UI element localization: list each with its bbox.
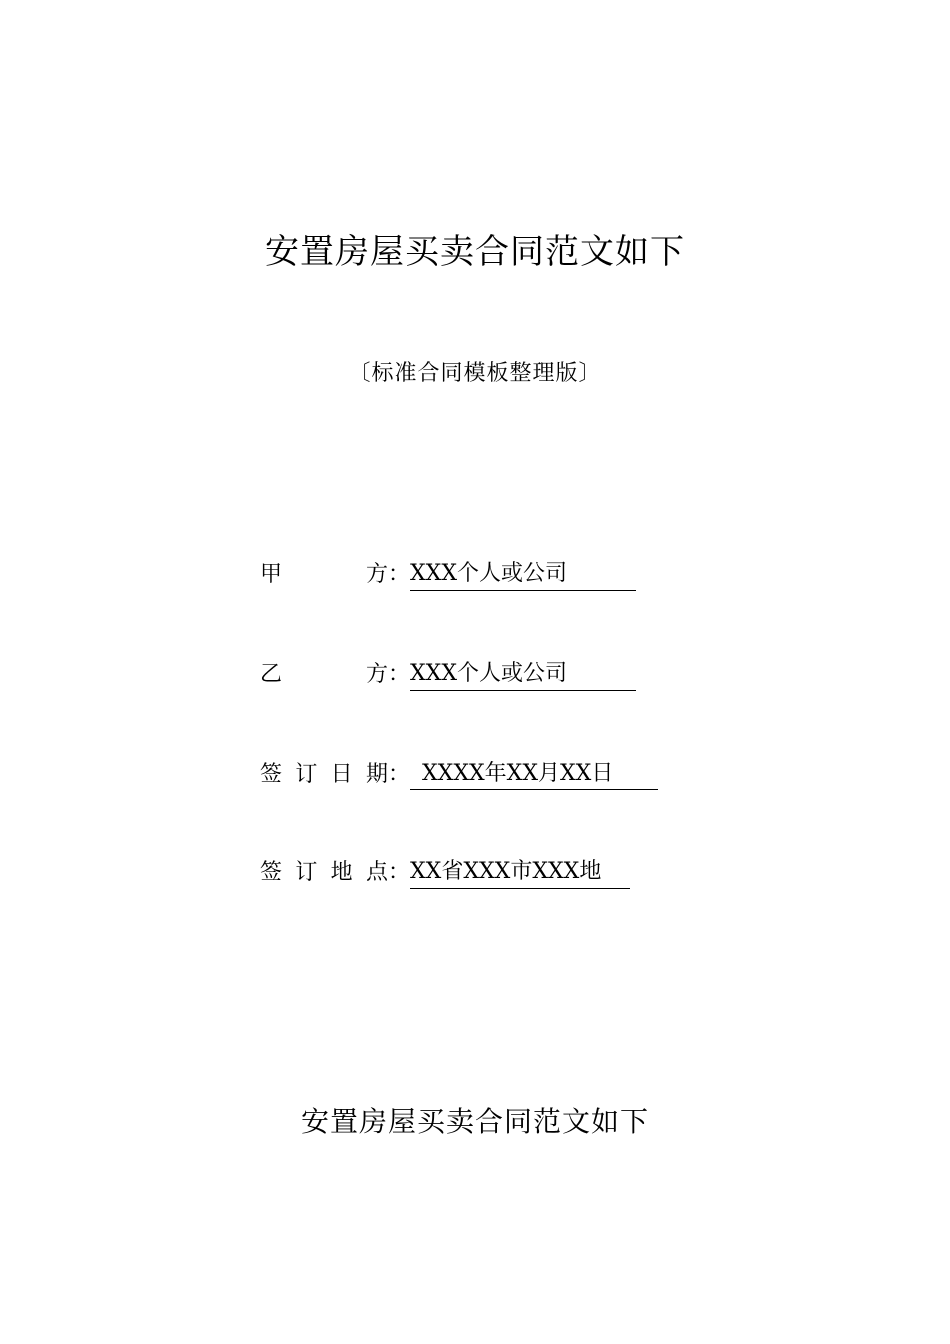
signing-place-field <box>260 856 630 890</box>
signing-date-value: XXXX年XX月XX日 <box>410 760 658 790</box>
party-b-colon: ： <box>388 662 411 687</box>
party-b-field <box>260 658 636 692</box>
party-b-value: XXX个人或公司 <box>410 660 636 691</box>
party-a-label: 甲 方 <box>260 562 388 587</box>
body-heading: 安置房屋买卖合同范文如下 <box>300 1105 649 1138</box>
signing-date-label: 签订日期 <box>260 762 388 787</box>
signing-place-colon: ： <box>388 860 411 885</box>
signing-date-field <box>260 758 658 792</box>
party-a-colon: ： <box>388 562 411 587</box>
party-b-label: 乙 方 <box>260 662 388 687</box>
document-title: 安置房屋买卖合同范文如下 <box>265 232 685 272</box>
party-a-field <box>260 558 636 592</box>
signing-date-colon: ： <box>388 762 411 787</box>
party-a-value: XXX个人或公司 <box>410 560 636 591</box>
signing-place-value: XX省XXX市XXX地 <box>410 858 630 889</box>
document-subtitle: 〔标准合同模板整理版〕 <box>348 361 602 386</box>
signing-place-label: 签订地点 <box>260 860 388 885</box>
